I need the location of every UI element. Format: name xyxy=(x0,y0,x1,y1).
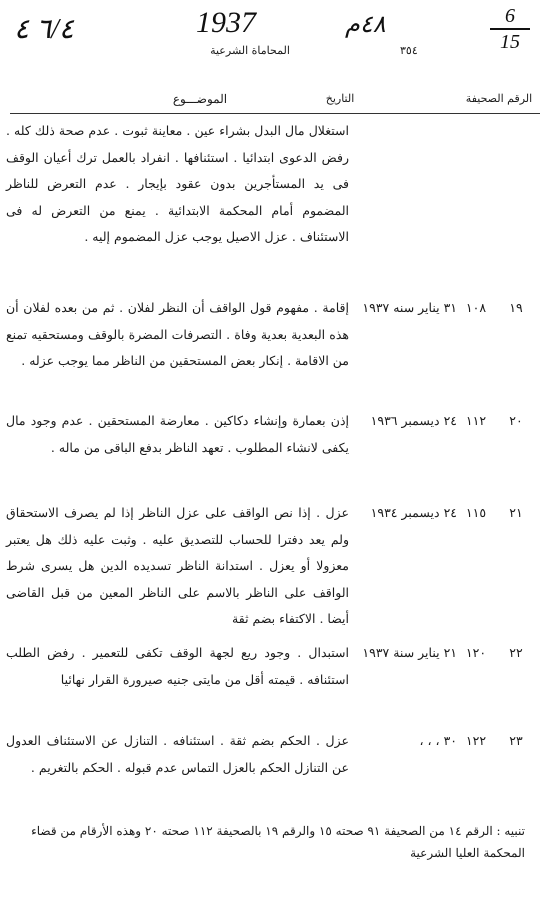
handwritten-page-mark: ٤٨م xyxy=(345,12,386,38)
row-number: ٢٢ xyxy=(509,645,523,660)
row-page: ١١٥ xyxy=(465,505,487,520)
row-subject: عزل . الحكم بضم ثقة . استئنافه . التنازل عن الاستئناف العدول عن التنازل الحكم بالعزل التماس عدم قبوله . الحكم بالتغريم . xyxy=(6,733,349,775)
row-number: ٢٠ xyxy=(509,413,523,428)
fraction-bottom: 15 xyxy=(500,31,520,53)
column-header-number-page: الرقم الصحيفة xyxy=(465,92,533,105)
row-date: ٣٠ ، ، ، xyxy=(419,733,457,748)
row-date: ٣١ يناير سنه ١٩٣٧ xyxy=(362,300,457,315)
row-subject: عزل . إذا نص الواقف على عزل الناظر إذا لم يصرف الاستحقاق ولم يعد دفترا للحساب للتصديق عليه . وثبت عليه ذلك هل يعتبر معزولا أو يعزل . استدانة الناظر تسديده الدين هل يسرى شرط الواقف على الناظر بالاسم على الناظر المعين من قبل القاضى أيضا . الاكتفاء بضم ثقة xyxy=(6,505,349,626)
row-page: ١١٢ xyxy=(465,413,487,428)
row-number: ٢٣ xyxy=(509,733,523,748)
row-subject: استغلال مال البدل بشراء عين . معاينة ثبوت . عدم صحة ذلك كله . رفض الدعوى ابتدائيا . استئنافها . انفراد بالعمل ترك أعيان الوقف فى يد المستأجرين بدون عقود بإيجار . عدم التعرض للناظر المضموم أمام المحكمة الابتدائية . يمنع من التعرض له فى الاستئناف . عزل الاصيل يوجب عزل المضموم إليه . xyxy=(6,123,349,244)
row-date: ٢٤ ديسمبر ١٩٣٦ xyxy=(370,413,457,428)
row-subject: استبدال . وجود ريع لجهة الوقف تكفى للتعمير . رفض الطلب استئنافه . قيمته أقل من مايتى جنيه صيرورة القرار نهائيا xyxy=(6,645,349,687)
fraction-bar xyxy=(490,28,530,30)
row-date: ٢٤ ديسمبر ١٩٣٤ xyxy=(370,505,457,520)
handwritten-year: 1937 xyxy=(196,6,256,39)
row-number: ٢١ xyxy=(509,505,523,520)
footnote: تنبيه : الرقم ١٤ من الصحيفة ٩١ صحته ١٥ والرقم ١٩ بالصحيفة ١١٢ صحته ٢٠ وهذه الأرقام من قضاء المحكمة العليا الشرعية xyxy=(31,824,525,860)
column-header-subject: الموضـــوع xyxy=(172,92,228,106)
row-page: ١٢٠ xyxy=(465,645,487,660)
running-head: المحاماة الشرعية xyxy=(210,44,290,57)
row-number: ١٩ xyxy=(509,300,523,315)
handwritten-fraction xyxy=(486,6,534,52)
row-date: ٢١ يناير سنة ١٩٣٧ xyxy=(362,645,457,660)
row-subject: إقامة . مفهوم قول الواقف أن النظر لفلان . ثم من بعده لفلان أن هذه البعدية بعدية وفاة . التصرفات المضرة بالوقف ومستحقيه تمنع من الاقامة . إنكار بعض المستحقين من الناظر مما يوجب عزله . xyxy=(6,300,349,368)
handwritten-reference: ٦/٤ ٤ xyxy=(14,14,74,45)
row-page: ١٠٨ xyxy=(465,300,487,315)
header-rule xyxy=(10,113,540,114)
printed-page-number: ٣٥٤ xyxy=(400,44,418,57)
row-subject: إذن بعمارة وإنشاء دكاكين . معارضة المستحقين . عدم وجود مال يكفى لانشاء المطلوب . تعهد الناظر بدفع الباقى من ماله . xyxy=(6,413,349,455)
row-page: ١٢٢ xyxy=(465,733,487,748)
fraction-top: 6 xyxy=(505,5,515,27)
column-header-date: التاريخ xyxy=(325,92,355,105)
